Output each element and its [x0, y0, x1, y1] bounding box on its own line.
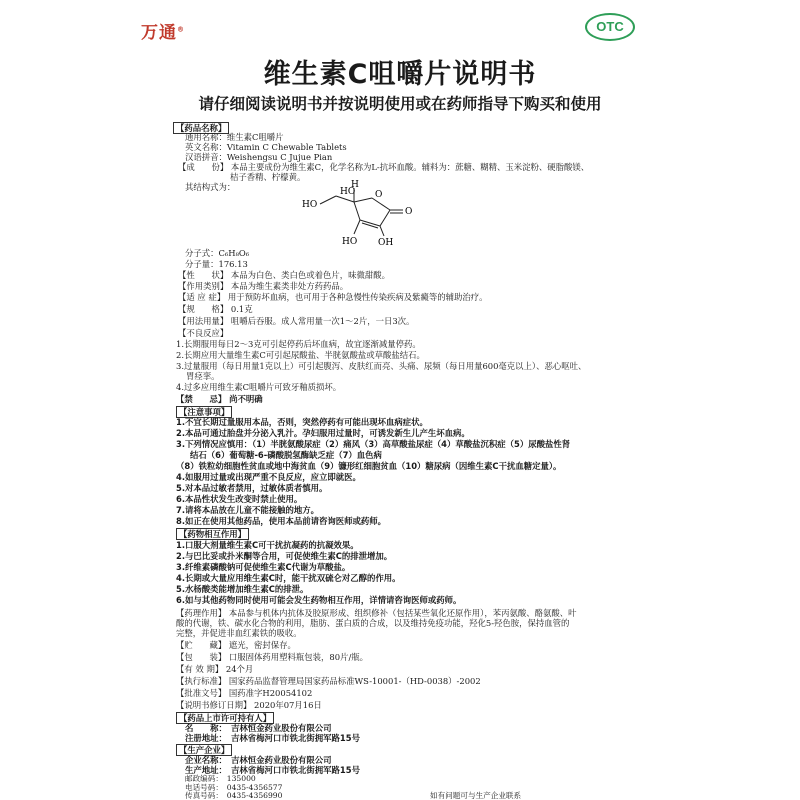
line-31: 8.如正在使用其他药品，使用本品前请咨询医师或药师。 — [176, 516, 387, 526]
line-35: 3.纤维素磷酸钠可促使维生素C代谢为草酸盐。 — [176, 562, 351, 572]
otc-badge: OTC — [585, 13, 635, 41]
line-33: 1.口服大剂量维生素C可干扰抗凝药的抗凝效果。 — [176, 540, 359, 550]
line-12: 【规 格】 0.1克 — [178, 304, 253, 314]
line-13: 【用法用量】 咀嚼后吞服。成人常用量一次1～2片，一日3次。 — [178, 316, 415, 326]
line-40: 酸的代谢，铁、碳水化合物的利用，脂肪、蛋白质的合成，以及维持免疫功能，羟化5-羟色胺，保持血管的 — [176, 618, 570, 628]
line-44: 【有 效 期】 24个月 — [176, 664, 254, 674]
chemical-structure — [300, 180, 440, 252]
line-20: 【禁 忌】 尚不明确 — [176, 394, 263, 404]
line-41: 完整，并促进非血红素铁的吸收。 — [176, 628, 302, 638]
line-21: 【注意事项】 — [176, 406, 232, 418]
line-53: 生产地址： 吉林省梅河口市铁北街拥军路15号 — [185, 765, 360, 775]
line-28: 5.对本品过敏者禁用，过敏体质者慎用。 — [176, 483, 328, 493]
line-49: 名 称： 吉林恒金药业股份有限公司 — [185, 723, 332, 733]
line-1: 通用名称：维生素C咀嚼片 — [185, 132, 284, 142]
line-36: 4.长期或大量应用维生素C时，能干扰双硫仑对乙醇的作用。 — [176, 573, 401, 583]
line-0: 【药品名称】 — [173, 122, 229, 134]
line-32: 【药物相互作用】 — [176, 528, 249, 540]
line-8: 分子量：176.13 — [185, 259, 248, 269]
line-29: 6.本品性状发生改变时禁止使用。 — [176, 494, 303, 504]
line-22: 1.不宜长期过量服用本品，否则，突然停药有可能出现坏血病症状。 — [176, 417, 428, 427]
line-23: 2.本品可通过胎盘并分泌入乳汁。孕妇服用过量时，可诱发新生儿产生坏血病。 — [176, 428, 470, 438]
struct-o: O — [405, 207, 413, 217]
line-4: 【成 份】 本品主要成份为维生素C，化学名称为L-抗坏血酸。辅料为：蔗糖、糊精、玉米淀粉、硬脂酸镁、 — [178, 162, 590, 172]
line-5: 桔子香精、柠檬黄。 — [230, 172, 306, 182]
line-37: 5.水杨酸类能增加维生素C的排泄。 — [176, 584, 309, 594]
line-57: 如有问题可与生产企业联系 — [430, 791, 522, 800]
struct-o-ring: O — [375, 190, 383, 200]
line-10: 【作用类别】 本品为维生素类非处方药药品。 — [178, 281, 349, 291]
line-34: 2.与巴比妥或扑米酮等合用，可促使维生素C的排泄增加。 — [176, 551, 393, 561]
line-18: 胃痉挛。 — [186, 371, 220, 381]
line-19: 4.过多应用维生素C咀嚼片可致牙釉质损坏。 — [176, 382, 342, 392]
line-30: 7.请将本品放在儿童不能接触的地方。 — [176, 505, 320, 515]
page-title: 维生素C咀嚼片说明书 — [263, 59, 537, 90]
line-54: 邮政编码： 135000 — [185, 774, 256, 783]
line-7: 分子式：C₆H₈O₆ — [185, 248, 250, 258]
struct-h: H — [351, 180, 359, 190]
line-17: 3.过量服用（每日用量1克以上）可引起腹泻、皮肤红而亮、头痛、尿频（每日用量600毫克以上）、恶心呕吐、 — [176, 361, 587, 371]
line-27: 4.如服用过量或出现严重不良反应，应立即就医。 — [176, 472, 361, 482]
brand-logo: 万通® — [141, 23, 185, 43]
struct-ho2: HO — [340, 187, 356, 197]
line-56: 传真号码： 0435-4356990 — [185, 791, 283, 800]
line-11: 【适 应 症】 用于预防坏血病，也可用于各种急慢性传染疾病及紫癜等的辅助治疗。 — [178, 292, 488, 302]
line-24: 3.下列情况应慎用：（1）半胱氨酸尿症（2）痛风（3）高草酸盐尿症（4）草酸盐沉积症（5）尿酸盐性肾 — [176, 439, 571, 449]
line-6: 其结构式为： — [185, 182, 236, 192]
line-15: 1.长期服用每日2～3克可引起停药后坏血病，故宜逐渐减量停药。 — [176, 339, 421, 349]
line-45: 【执行标准】 国家药品监督管理局国家药品标准WS-10001-（HD-0038）-2002 — [176, 676, 481, 686]
line-39: 【药理作用】 本品参与机体内抗体及胶原形成、组织修补（包括某些氧化还原作用），苯丙氨酸、酪氨酸、叶 — [176, 608, 577, 618]
line-2: 英文名称：Vitamin C Chewable Tablets — [185, 142, 347, 152]
line-50: 注册地址： 吉林省梅河口市铁北街拥军路15号 — [185, 733, 360, 743]
line-42: 【贮 藏】 遮光，密封保存。 — [176, 640, 296, 650]
line-51: 【生产企业】 — [176, 744, 232, 756]
page-subtitle: 请仔细阅读说明书并按说明使用或在药师指导下购买和使用 — [198, 95, 602, 113]
line-48: 【药品上市许可持有人】 — [176, 712, 274, 724]
line-46: 【批准文号】 国药准字H20054102 — [176, 688, 313, 698]
line-55: 电话号码： 0435-4356577 — [185, 783, 283, 792]
struct-oh1: HO — [342, 237, 358, 247]
line-47: 【说明书修订日期】 2020年07月16日 — [176, 700, 322, 710]
line-14: 【不良反应】 — [178, 328, 229, 338]
struct-oh2: OH — [378, 238, 394, 248]
line-26: （8）铁粒幼细胞性贫血或地中海贫血（9）镰形红细胞贫血（10）糖尿病（因维生素C干扰血糖定量）。 — [176, 461, 562, 471]
line-43: 【包 装】 口服固体药用塑料瓶包装，80片/瓶。 — [176, 652, 369, 662]
line-52: 企业名称： 吉林恒金药业股份有限公司 — [185, 755, 332, 765]
line-25: 结石（6）葡萄糖-6-磷酸脱氢酶缺乏症（7）血色病 — [190, 450, 382, 460]
line-38: 6.如与其他药物同时使用可能会发生药物相互作用，详情请咨询医师或药师。 — [176, 595, 462, 605]
struct-ho1: HO — [302, 200, 318, 210]
line-16: 2.长期应用大量维生素C可引起尿酸盐、半胱氨酸盐或草酸盐结石。 — [176, 350, 425, 360]
line-3: 汉语拼音：Weishengsu C Jujue Pian — [185, 152, 333, 162]
line-9: 【性 状】 本品为白色、类白色或着色片，味微甜酸。 — [178, 270, 391, 280]
